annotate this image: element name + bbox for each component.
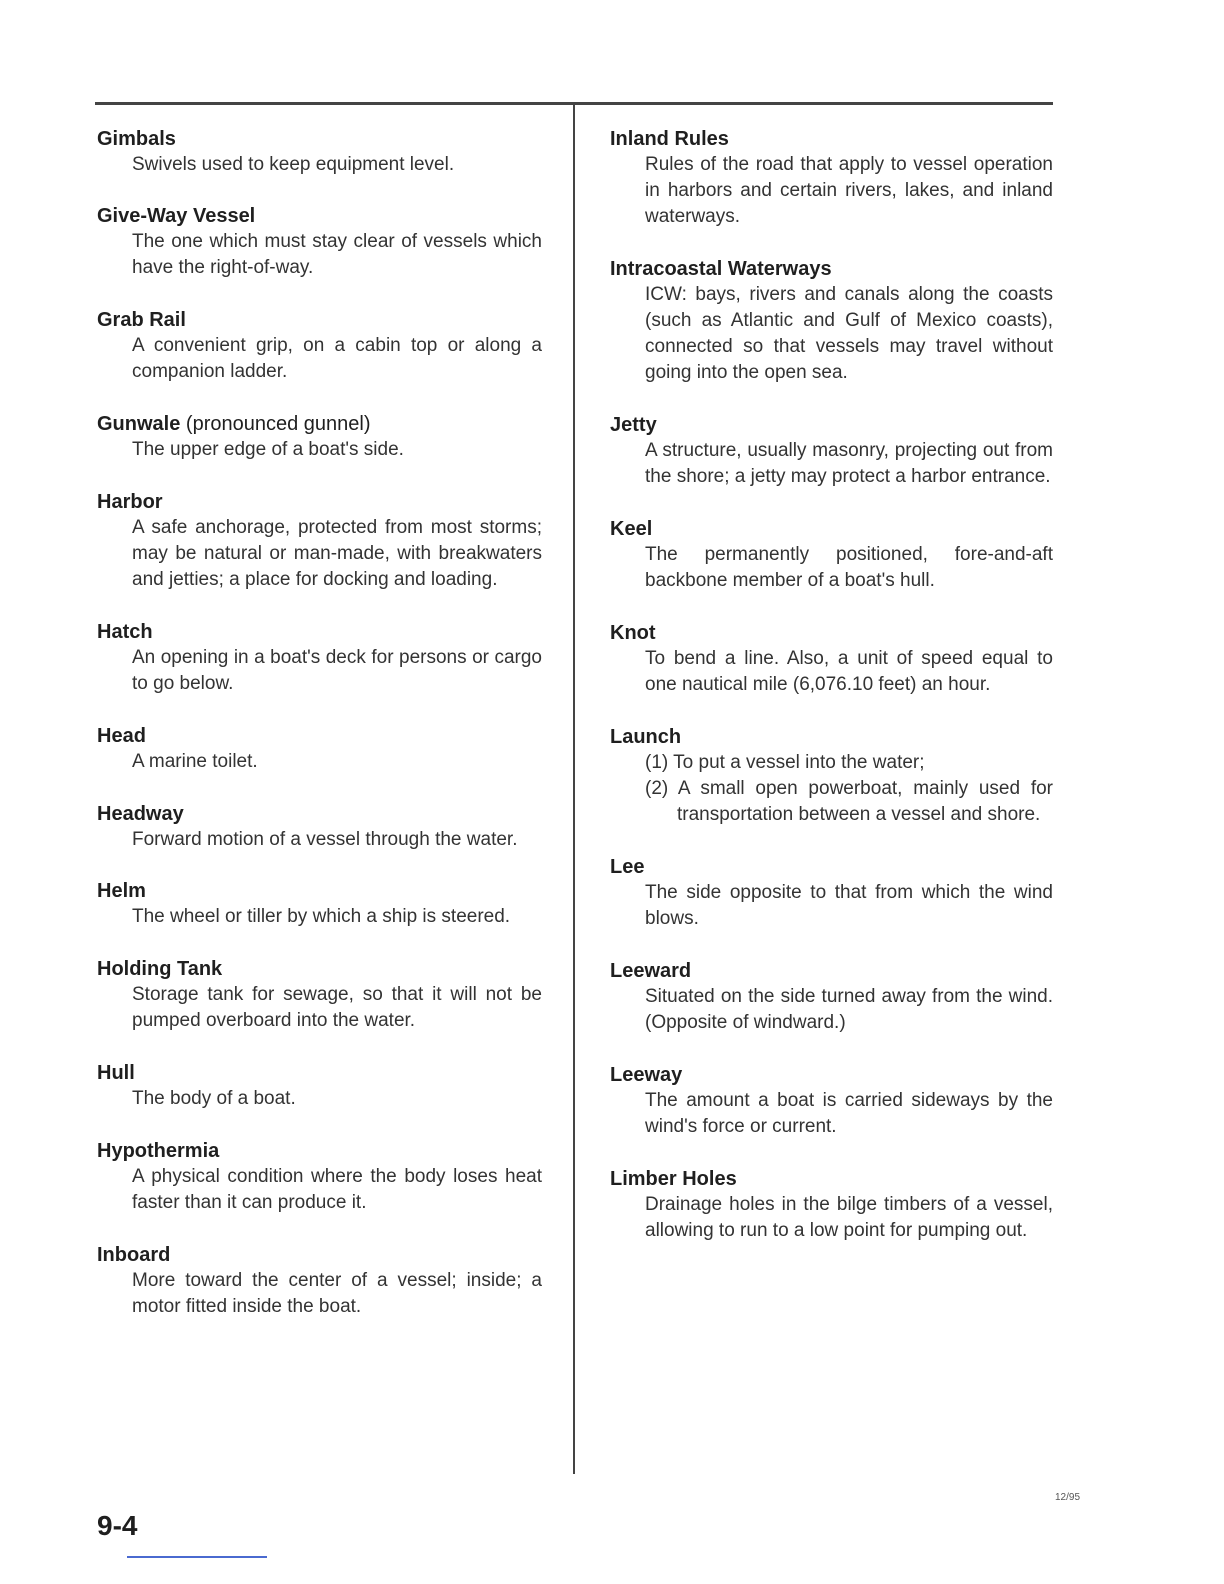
glossary-definition: An opening in a boat's deck for persons or cargo to go below. <box>132 647 542 694</box>
glossary-term <box>610 412 1053 438</box>
glossary-entry <box>97 1242 542 1320</box>
glossary-entry <box>97 203 542 281</box>
term-name: Knot <box>610 622 656 644</box>
glossary-term <box>610 620 1053 646</box>
glossary-definition: A convenient grip, on a cabin top or along a companion ladder. <box>132 335 542 382</box>
glossary-term <box>610 724 1053 750</box>
glossary-entry <box>610 412 1053 490</box>
glossary-term <box>97 1242 542 1268</box>
glossary-definition: A marine toilet. <box>132 751 258 772</box>
term-name: Leeway <box>610 1064 683 1086</box>
term-name: Headway <box>97 803 184 825</box>
glossary-term <box>97 203 542 229</box>
glossary-entry <box>610 1166 1053 1244</box>
glossary-entry <box>97 723 542 775</box>
term-name: Gunwale <box>97 413 181 435</box>
term-name: Harbor <box>97 491 163 513</box>
right-column <box>610 126 1053 1244</box>
glossary-definition: Storage tank for sewage, so that it will not be pumped overboard into the water. <box>132 984 542 1031</box>
glossary-definition: The wheel or tiller by which a ship is steered. <box>132 906 511 927</box>
glossary-term <box>97 489 542 515</box>
glossary-definition: The one which must stay clear of vessels which have the right-of-way. <box>132 231 542 278</box>
footer-line <box>127 1556 267 1558</box>
glossary-entry <box>610 724 1053 828</box>
glossary-entry <box>97 307 542 385</box>
term-name: Give-Way Vessel <box>97 205 256 227</box>
glossary-term <box>97 1138 542 1164</box>
glossary-entry <box>610 620 1053 698</box>
page-number: 9-4 <box>97 1510 138 1541</box>
glossary-definition: A safe anchorage, protected from most storms; may be natural or man-made, with breakwaters and jetties; a place for docking and loading. <box>132 517 542 590</box>
glossary-definition: Swivels used to keep equipment level. <box>132 154 455 175</box>
term-name: Gimbals <box>97 128 176 150</box>
glossary-entry <box>97 1138 542 1216</box>
glossary-entry <box>97 411 542 463</box>
term-name: Holding Tank <box>97 958 223 980</box>
glossary-term <box>97 307 542 333</box>
term-name: Jetty <box>610 414 657 436</box>
glossary-definition: A physical condition where the body loses heat faster than it can produce it. <box>132 1166 542 1213</box>
term-name: Inboard <box>97 1244 171 1266</box>
glossary-term <box>610 854 1053 880</box>
glossary-entry <box>97 126 542 178</box>
term-name: Hull <box>97 1062 135 1084</box>
glossary-definition: Forward motion of a vessel through the water. <box>132 829 518 850</box>
glossary-definition: The side opposite to that from which the wind blows. <box>645 882 1053 929</box>
glossary-entry <box>610 126 1053 230</box>
glossary-definition: The body of a boat. <box>132 1088 296 1109</box>
glossary-definition: Rules of the road that apply to vessel operation in harbors and certain rivers, lakes, and inland waterways. <box>645 154 1053 227</box>
term-name: Limber Holes <box>610 1168 737 1190</box>
glossary-definition: ICW: bays, rivers and canals along the coasts (such as Atlantic and Gulf of Mexico coasts), connected so that vessels may travel without going into the open sea. <box>645 284 1053 383</box>
term-name: Keel <box>610 518 653 540</box>
glossary-entry <box>610 1062 1053 1140</box>
term-name: Hypothermia <box>97 1140 220 1162</box>
glossary-definition: The upper edge of a boat's side. <box>132 439 404 460</box>
glossary-term <box>97 878 542 904</box>
term-name: Intracoastal Waterways <box>610 258 832 280</box>
glossary-entry <box>610 516 1053 594</box>
glossary-term <box>610 256 1053 282</box>
term-name: Inland Rules <box>610 128 729 150</box>
glossary-definition: (2) A small open powerboat, mainly used for transportation between a vessel and shore. <box>645 778 1053 825</box>
glossary-term <box>610 958 1053 984</box>
term-note: (pronounced gunnel) <box>180 413 371 435</box>
glossary-term <box>97 956 542 982</box>
glossary-definition: More toward the center of a vessel; inside; a motor fitted inside the boat. <box>132 1270 542 1317</box>
term-name: Grab Rail <box>97 309 186 331</box>
glossary-definition: A structure, usually masonry, projecting out from the shore; a jetty may protect a harbor entrance. <box>645 440 1053 487</box>
glossary-entry <box>97 956 542 1034</box>
glossary-entry <box>610 256 1053 386</box>
glossary-term <box>610 1166 1053 1192</box>
glossary-definition: Drainage holes in the bilge timbers of a vessel, allowing to run to a low point for pumping out. <box>645 1194 1053 1241</box>
glossary-entry <box>610 958 1053 1036</box>
glossary-definition: The permanently positioned, fore-and-aft backbone member of a boat's hull. <box>645 544 1053 591</box>
glossary-entry <box>97 489 542 593</box>
term-name: Helm <box>97 880 146 902</box>
glossary-definition: Situated on the side turned away from the wind. (Opposite of windward.) <box>645 986 1053 1033</box>
term-name: Leeward <box>610 960 692 982</box>
glossary-term <box>610 1062 1053 1088</box>
glossary-term <box>97 723 542 749</box>
glossary-entry <box>97 1060 542 1112</box>
glossary-term <box>97 801 542 827</box>
glossary-entry <box>97 878 542 930</box>
term-name: Head <box>97 725 146 747</box>
glossary-term <box>97 1060 542 1086</box>
glossary-term <box>97 126 542 152</box>
glossary-term <box>610 126 1053 152</box>
glossary-term <box>97 411 542 437</box>
date-code: 12/95 <box>1055 1492 1081 1503</box>
column-divider <box>573 104 575 1474</box>
term-name: Lee <box>610 856 645 878</box>
left-column <box>97 126 542 1320</box>
term-name: Hatch <box>97 621 153 643</box>
glossary-definition: (1) To put a vessel into the water; <box>645 752 925 773</box>
glossary-entry <box>610 854 1053 932</box>
glossary-term <box>97 619 542 645</box>
glossary-definition: The amount a boat is carried sideways by the wind's force or current. <box>645 1090 1053 1137</box>
glossary-term <box>610 516 1053 542</box>
glossary-definition: To bend a line. Also, a unit of speed equal to one nautical mile (6,076.10 feet) an hour. <box>645 648 1053 695</box>
glossary-entry <box>97 801 542 853</box>
term-name: Launch <box>610 726 682 748</box>
glossary-entry <box>97 619 542 697</box>
